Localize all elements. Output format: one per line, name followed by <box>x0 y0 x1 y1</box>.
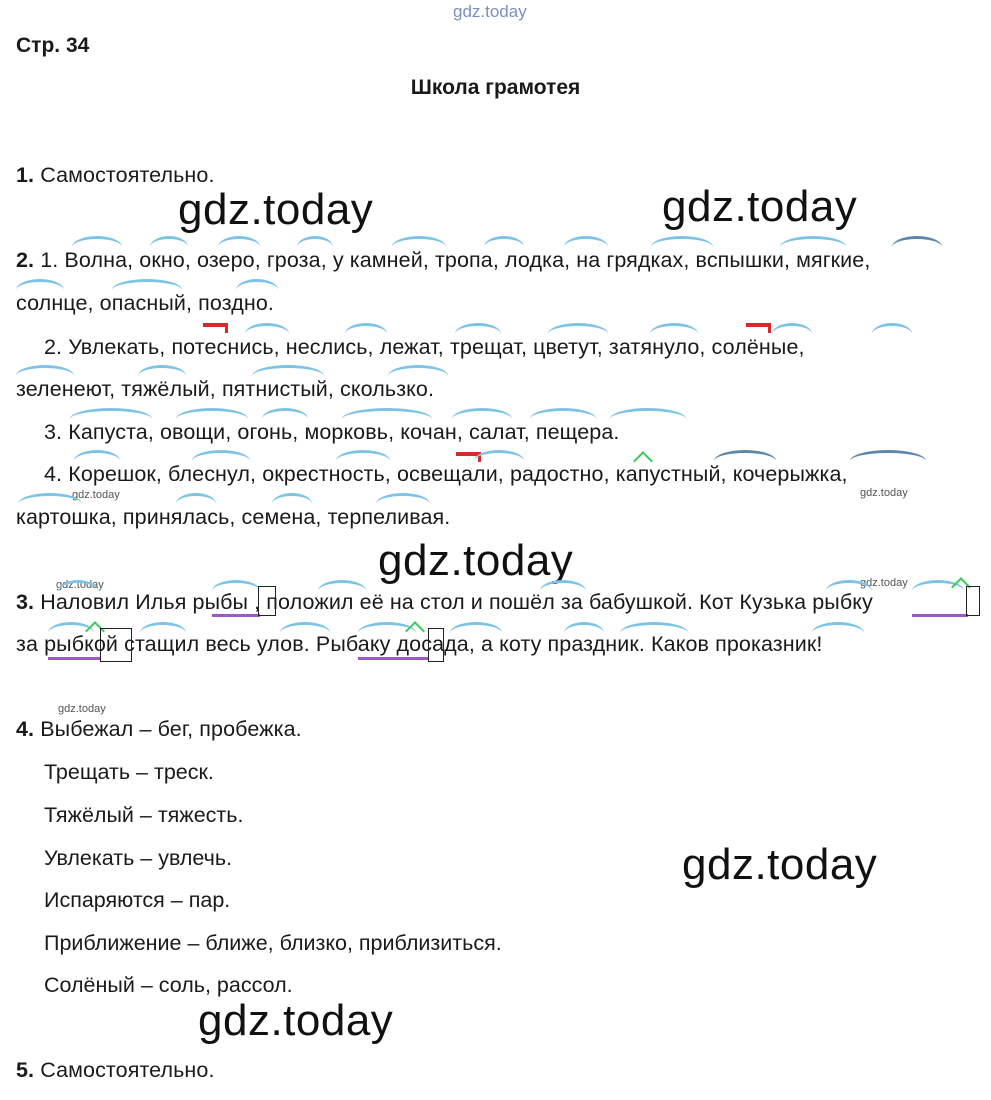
task-1-text: Самостоятельно. <box>40 163 215 187</box>
root-arc <box>650 323 698 334</box>
root-arc <box>345 323 387 334</box>
task-2-number: 2. <box>16 248 35 272</box>
task-4-item: Испаряются – пар. <box>44 888 231 912</box>
task-4-number: 4. <box>16 717 35 741</box>
root-arc <box>272 493 312 504</box>
prefix-mark <box>203 323 228 333</box>
watermark-small-5: gdz.today <box>58 703 106 715</box>
root-arc <box>112 279 182 290</box>
watermark-small-1: gdz.today <box>72 489 120 501</box>
task-2-line-5: 3. Капуста, овощи, огонь, морковь, кочан, салат, пещера. <box>44 420 620 444</box>
root-arc <box>192 450 250 461</box>
root-arc <box>236 279 278 290</box>
root-arc <box>74 450 120 461</box>
page-label: Стр. 34 <box>16 34 90 57</box>
root-arc <box>530 408 596 419</box>
task-4-line-1 <box>16 717 302 742</box>
root-arc <box>564 236 608 247</box>
root-arc <box>176 493 216 504</box>
root-arc <box>452 408 512 419</box>
ending-box <box>966 586 980 616</box>
root-arc <box>218 236 260 247</box>
root-arc <box>548 323 608 334</box>
root-arc <box>16 365 74 376</box>
watermark-small-3: gdz.today <box>56 579 104 591</box>
task-4-item: Трещать – треск. <box>44 760 214 784</box>
root-arc <box>455 323 501 334</box>
root-arc <box>651 236 713 247</box>
task-3-text: Наловил Илья рыбы , положил её на стол и пошёл за бабушкой. Кот Кузька рыбку <box>40 590 873 614</box>
watermark-small-4: gdz.today <box>860 577 908 589</box>
watermark-large-2: gdz.today <box>662 182 858 231</box>
task-3-number: 3. <box>16 590 35 614</box>
task-4-item: Выбежал – бег, пробежка. <box>40 717 302 741</box>
task-2-text: 1. Волна, окно, озеро, гроза, у камней, тропа, лодка, на грядках, вспышки, мягкие, <box>40 248 871 272</box>
task-3-line-1 <box>16 590 873 615</box>
root-arc <box>388 365 448 376</box>
root-arc <box>850 450 926 461</box>
root-arc <box>252 365 324 376</box>
root-arc <box>72 236 122 247</box>
task-1 <box>16 163 215 188</box>
root-arc <box>780 236 846 247</box>
root-arc <box>176 408 248 419</box>
root-arc <box>474 450 524 461</box>
root-arc <box>392 236 446 247</box>
watermark-small-2: gdz.today <box>860 487 908 499</box>
task-5-number: 5. <box>16 1058 35 1082</box>
section-heading: Школа грамотея <box>410 76 581 99</box>
task-4-item: Увлекать – увлечь. <box>44 846 233 870</box>
watermark-large-3: gdz.today <box>378 536 574 585</box>
task-2-line-1 <box>16 248 870 273</box>
watermark-large-4: gdz.today <box>682 840 878 889</box>
task-4-item: Тяжёлый – тяжесть. <box>44 803 244 827</box>
root-arc <box>138 365 186 376</box>
ending-underline <box>358 657 428 660</box>
root-arc <box>376 493 430 504</box>
root-arc <box>16 279 64 290</box>
root-arc <box>772 323 812 334</box>
root-arc <box>484 236 524 247</box>
task-4-item: Солёный – соль, рассол. <box>44 973 293 997</box>
task-2-line-4: зеленеют, тяжёлый, пятнистый, скользко. <box>16 377 435 401</box>
root-arc <box>342 408 432 419</box>
task-2-line-6: 4. Корешок, блеснул, окрестность, освещали, радостно, капустный, кочерыжка, <box>44 462 848 486</box>
root-arc <box>872 323 912 334</box>
root-arc <box>262 408 308 419</box>
root-arc <box>336 450 390 461</box>
task-3-line-2: за рыбкой стащил весь улов. Рыбаку досада, а коту праздник. Каков проказник! <box>16 632 823 656</box>
task-4-item: Приближение – ближе, близко, приблизиться. <box>44 931 502 955</box>
task-2-line-3: 2. Увлекать, потеснись, неслись, лежат, трещат, цветут, затянуло, солёные, <box>44 335 805 359</box>
root-arc <box>892 236 942 247</box>
root-arc <box>245 323 289 334</box>
task-5 <box>16 1058 215 1083</box>
task-5-text: Самостоятельно. <box>40 1058 215 1082</box>
watermark-large-1: gdz.today <box>178 185 374 234</box>
prefix-mark <box>746 323 771 333</box>
ending-underline <box>912 614 968 617</box>
task-1-number: 1. <box>16 163 35 187</box>
root-arc <box>70 408 152 419</box>
ending-underline <box>48 657 100 660</box>
root-arc <box>610 408 686 419</box>
task-2-line-7: картошка, принялась, семена, терпеливая. <box>16 505 451 529</box>
watermark-top: gdz.today <box>453 2 527 21</box>
root-arc <box>714 450 776 461</box>
task-2-line-2: солнце, опасный, поздно. <box>16 291 274 315</box>
root-arc <box>297 236 333 247</box>
root-arc <box>150 236 188 247</box>
watermark-large-5: gdz.today <box>198 996 394 1045</box>
